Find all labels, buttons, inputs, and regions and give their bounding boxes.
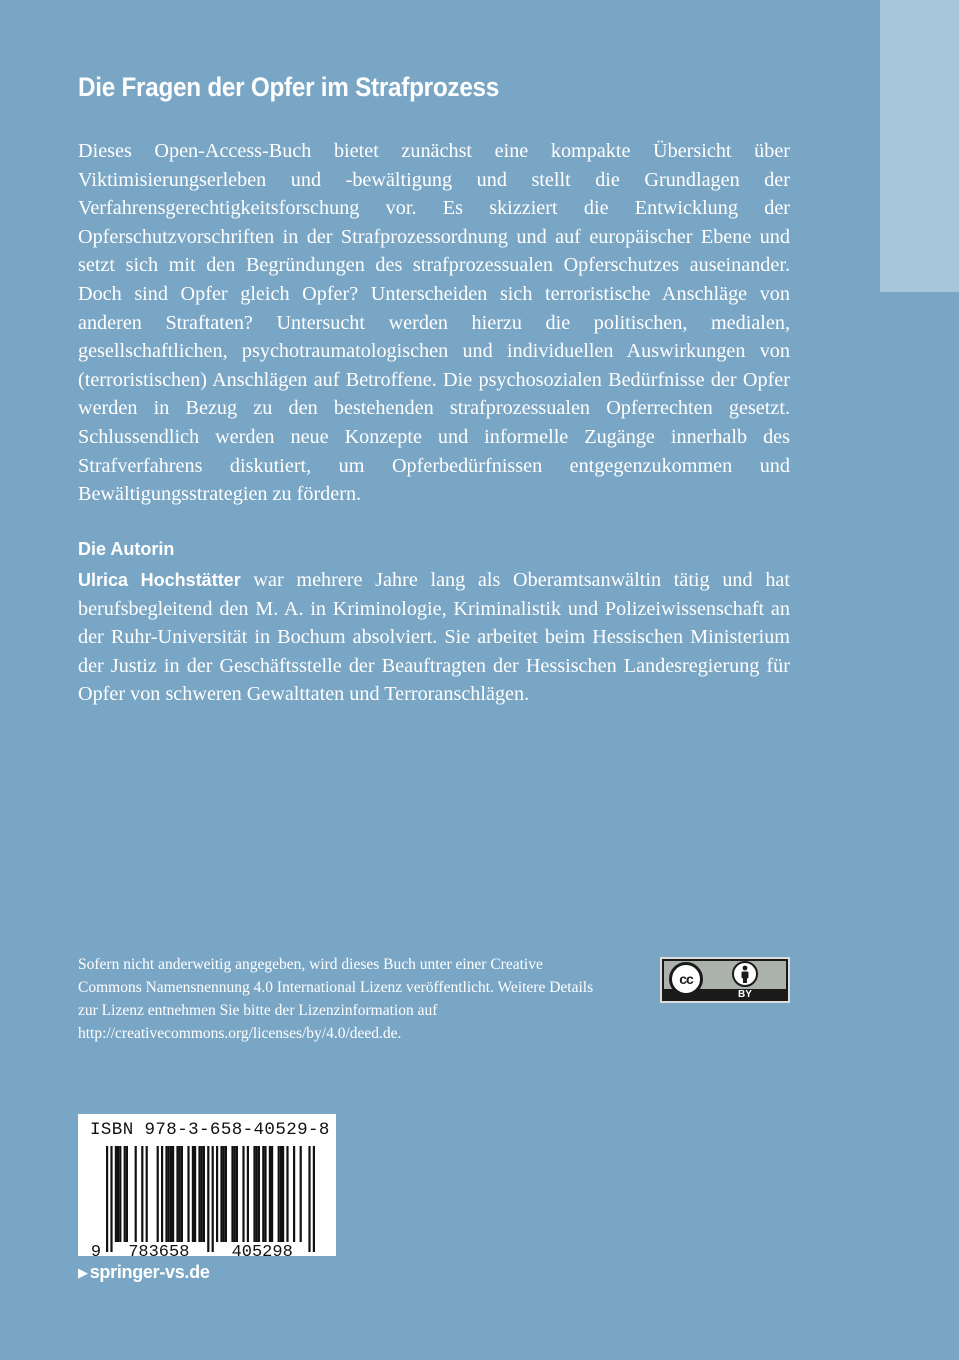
website-label: springer-vs.de: [89, 1262, 210, 1282]
barcode-bar: [187, 1146, 189, 1242]
barcode-bar: [256, 1146, 258, 1242]
barcode-bar: [216, 1146, 218, 1242]
barcode-bar: [269, 1146, 271, 1242]
barcode-digits: 9: [90, 1243, 102, 1256]
barcode-bar: [179, 1146, 181, 1242]
barcode-bar: [278, 1146, 280, 1242]
barcode-digits: 783658: [128, 1243, 190, 1256]
barcode-bar: [106, 1146, 108, 1252]
barcode-bar: [236, 1146, 238, 1242]
barcode-bar: [212, 1146, 214, 1252]
cover-tab-strip: [880, 0, 959, 292]
attribution-person-icon: [732, 961, 758, 987]
barcode-bar: [242, 1146, 244, 1242]
barcode-bar: [161, 1146, 163, 1242]
barcode-bar: [201, 1146, 203, 1242]
barcode-bar: [146, 1146, 148, 1242]
author-bio: [78, 566, 790, 709]
barcode-bar: [220, 1146, 222, 1242]
barcode-bar: [247, 1146, 249, 1242]
barcode-bar: [223, 1146, 225, 1242]
barcode-bar: [126, 1146, 128, 1242]
barcode-bar: [313, 1146, 315, 1252]
license-notice: Sofern nicht anderweitig angegeben, wird dieses Buch unter einer Creative Commons Namensnennung 4.0 International Lizenz veröffentlicht. Weitere Details zur Lizenz entnehmen Sie bitte der Lizenzinformation auf http://creativecommons.org/licenses/by/4.0/deed.de.: [78, 956, 594, 1042]
barcode-bar: [117, 1146, 119, 1242]
cc-by-license-badge[interactable]: [660, 957, 790, 1003]
barcode-bar: [170, 1146, 172, 1242]
publisher-website[interactable]: [78, 1262, 210, 1283]
barcode-bar: [282, 1146, 284, 1242]
barcode-bar: [253, 1146, 255, 1242]
author-heading: Die Autorin: [78, 539, 175, 559]
barcode-bar: [165, 1146, 167, 1242]
barcode-bar: [262, 1146, 264, 1242]
barcode-bar: [207, 1146, 209, 1252]
barcode-bar: [203, 1146, 205, 1242]
barcode-bar: [234, 1146, 236, 1242]
barcode-bar: [231, 1146, 233, 1242]
isbn-number: ISBN 978-3-658-40529-8: [90, 1120, 330, 1140]
barcode-bar: [115, 1146, 117, 1242]
barcode-bar: [110, 1146, 112, 1252]
barcode-bar: [198, 1146, 200, 1242]
barcode-bar: [280, 1146, 282, 1242]
author-bio-text: war mehrere Jahre lang als Oberamtsanwältin tätig und hat berufsbegleitend den M. A. in Kriminologie, Kriminalistik und Polizeiwissenschaft an der Ruhr-Universität in Bochum absolviert. Sie arbeitet beim Hessischen Ministerium der Justiz in der Geschäftsstelle der Beauftragten der Hessischen Landesregierung für Opfer von schweren Gewalttaten und Terroranschlägen.: [78, 569, 790, 706]
barcode-bar: [271, 1146, 273, 1242]
barcode-bar: [264, 1146, 266, 1242]
book-description: Dieses Open-Access-Buch bietet zunächst eine kompakte Übersicht über Viktimisierungserleben und -bewältigung und stellt die Grundlagen der Verfahrensgerechtigkeitsforschung vor. Es skizziert die Entwicklung der Opferschutzvorschriften in der Strafprozessordnung und auf europäischer Ebene und setzt sich mit den Begründungen des strafprozessualen Opferschutzes auseinander. Doch sind Opfer gleich Opfer? Unterscheiden sich terroristische Anschläge von anderen Straftaten? Untersucht werden hierzu die politischen, medialen, gesellschaftlichen, psychotraumatologischen und individuellen Auswirkungen von (terroristischen) Anschlägen auf Betroffene. Die psychosozialen Bedürfnisse der Opfer werden in Bezug zu den bestehenden strafprozessualen Opferrechten gesetzt. Schlussendlich werden neue Konzepte und informelle Zugänge innerhalb des Strafverfahrens diskutiert, um Opferbedürfnissen entgegenzukommen und Bewältigungsstrategien zu fördern.: [78, 140, 790, 506]
barcode-bar: [225, 1146, 227, 1242]
barcode-bar: [192, 1146, 194, 1242]
barcode-bar: [172, 1146, 174, 1242]
barcode-bar: [141, 1146, 143, 1242]
barcode-bar: [286, 1146, 288, 1242]
barcode-bar: [308, 1146, 310, 1252]
barcode-bar: [293, 1146, 295, 1242]
barcode-bar: [258, 1146, 260, 1242]
isbn-barcode: [78, 1114, 336, 1256]
barcode-bar: [119, 1146, 121, 1242]
barcode-bar: [176, 1146, 178, 1242]
barcode-bar: [168, 1146, 170, 1242]
barcode-bar: [300, 1146, 302, 1242]
barcode-bar: [181, 1146, 183, 1242]
barcode-bar: [135, 1146, 137, 1242]
barcode-bar: [194, 1146, 196, 1242]
book-title: Die Fragen der Opfer im Strafprozess: [78, 72, 500, 102]
barcode-bar: [124, 1146, 126, 1242]
barcode-bar: [157, 1146, 159, 1242]
by-label: BY: [738, 989, 752, 1000]
author-name: Ulrica Hochstätter: [78, 570, 241, 590]
cc-icon: cc: [669, 962, 703, 996]
arrow-right-icon: ▶: [78, 1265, 88, 1280]
barcode-digits: 405298: [231, 1243, 293, 1256]
